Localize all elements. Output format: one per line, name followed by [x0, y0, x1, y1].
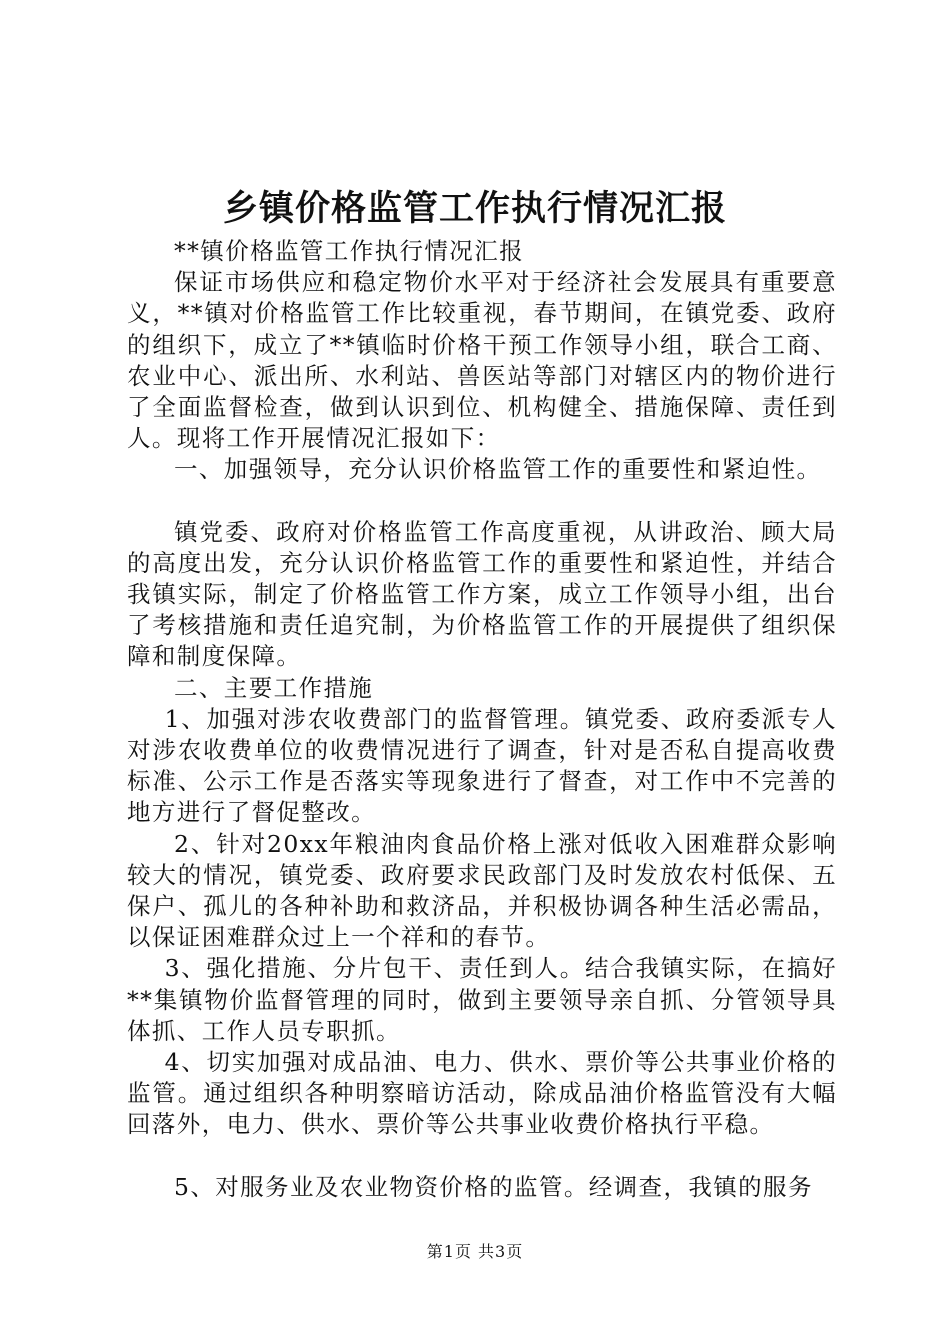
section-heading-2: 二、主要工作措施	[174, 673, 374, 702]
paragraph-section-1: 镇党委、政府对价格监管工作高度重视，从讲政治、顾大局的高度出发，充分认识价格监管工作的重要性和紧迫性，并结合我镇实际，制定了价格监管工作方案，成立工作领导小组，出台了考核措施和责任追究制，为价格监管工作的开展提供了组织保障和制度保障。	[127, 517, 837, 671]
paragraph-subtitle: **镇价格监管工作执行情况汇报	[174, 237, 524, 265]
paragraph-intro: 保证市场供应和稳定物价水平对于经济社会发展具有重要意义，**镇对价格监管工作比较重视，春节期间，在镇党委、政府的组织下，成立了**镇临时价格干预工作领导小组，联合工商、农业中心、派出所、水利站、兽医站等部门对辖区内的物价进行了全面监督检查，做到认识到位、机构健全、措施保障、责任到人。现将工作开展情况汇报如下：	[127, 268, 837, 453]
paragraph-measure-3: 3、强化措施、分片包干、责任到人。结合我镇实际，在搞好**集镇物价监督管理的同时，做到主要领导亲自抓、分管领导具体抓、工作人员专职抓。	[127, 954, 837, 1045]
paragraph-measure-4: 4、切实加强对成品油、电力、供水、票价等公共事业价格的监管。通过组织各种明察暗访活动，除成品油价格监管没有大幅回落外，电力、供水、票价等公共事业收费价格执行平稳。	[127, 1048, 837, 1139]
page-footer: 第1页 共3页	[426, 1242, 524, 1261]
section-heading-1: 一、加强领导，充分认识价格监管工作的重要性和紧迫性。	[174, 455, 822, 484]
document-body	[127, 236, 837, 1203]
paragraph-measure-1: 1、加强对涉农收费部门的监督管理。镇党委、政府委派专人对涉农收费单位的收费情况进行了调查，针对是否私自提高收费标准、公示工作是否落实等现象进行了督查，对工作中不完善的地方进行了督促整改。	[127, 704, 837, 827]
paragraph-measure-5: 5、对服务业及农业物资价格的监管。经调查，我镇的服务	[174, 1172, 813, 1201]
document-title: 乡镇价格监管工作执行情况汇报	[222, 188, 727, 229]
paragraph-measure-2: 2、针对20xx年粮油肉食品价格上涨对低收入困难群众影响较大的情况，镇党委、政府要求民政部门及时发放农村低保、五保户、孤儿的各种补助和救济品，并积极协调各种生活必需品，以保证困难群众过上一个祥和的春节。	[127, 829, 837, 952]
